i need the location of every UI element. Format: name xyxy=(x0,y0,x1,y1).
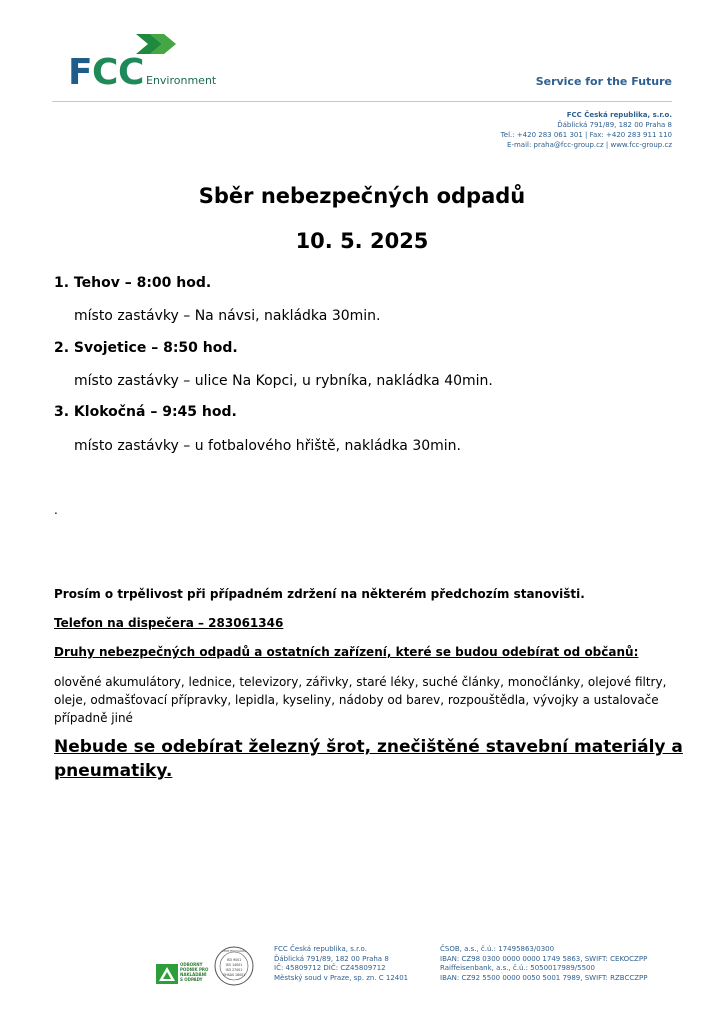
contact-company: FCC Česká republika, s.r.o. xyxy=(566,111,672,119)
svg-text:F: F xyxy=(68,52,92,92)
contact-email: E-mail: praha@fcc-group.cz | www.fcc-group.cz xyxy=(507,141,672,149)
patience-note: Prosím o trpělivost při případném zdržení na některém předchozím stanovišti. xyxy=(54,587,585,601)
footer-bank-info: ČSOB, a.s., č.ú.: 17495863/0300 IBAN: CZ98 0300 0000 0000 1749 5863, SWIFT: CEKOCZPP Raiffeisenbank, a.s., č.ú.: 5050017989/5500 IBAN: CZ92 5500 0000 0050 5001 7989, SWIFT: RZBCCZPP xyxy=(440,945,648,982)
exclusion-warning: Nebude se odebírat železný šrot, znečištěné stavební materiály a pneumatiky. xyxy=(54,737,683,781)
certified-company-text: ODBORNÝ PODNIK PRO NAKLÁDÁNÍ S ODPADY xyxy=(180,962,209,982)
footer-company-info: FCC Česká republika, s.r.o. Ďáblická 791/89, 182 00 Praha 8 IČ: 45809712 DIČ: CZ45809712 Městský soud v Praze, sp. zn. C 12401 xyxy=(274,945,409,982)
stop-2-heading: 2. Svojetice – 8:50 hod. xyxy=(54,340,238,356)
header-divider xyxy=(52,101,672,102)
svg-text:CERTIFIKOVÁNO: CERTIFIKOVÁNO xyxy=(222,949,246,953)
svg-text:C: C xyxy=(92,52,118,92)
collection-date: 10. 5. 2025 xyxy=(295,229,429,253)
svg-text:OHSAS 18001: OHSAS 18001 xyxy=(222,973,246,977)
logo-subtitle: Environment xyxy=(146,74,217,87)
stop-1-heading: 1. Tehov – 8:00 hod. xyxy=(54,275,212,291)
tagline: Service for the Future xyxy=(535,75,672,88)
stop-2-detail: místo zastávky – ulice Na Kopci, u rybníka, nakládka 40min. xyxy=(74,373,493,389)
page-title: Sběr nebezpečných odpadů xyxy=(198,184,526,208)
waste-types-heading: Druhy nebezpečných odpadů a ostatních zařízení, které se budou odebírat od občanů: xyxy=(54,645,639,659)
svg-text:ISO 27001: ISO 27001 xyxy=(225,968,243,972)
stop-1-detail: místo zastávky – Na návsi, nakládka 30min. xyxy=(74,308,381,324)
stop-3-heading: 3. Klokočná – 9:45 hod. xyxy=(54,404,237,420)
certified-company-icon xyxy=(156,964,178,984)
dispatcher-phone: Telefon na dispečera – 283061346 xyxy=(54,616,284,630)
svg-text:C: C xyxy=(118,52,144,92)
waste-types-list: olověné akumulátory, lednice, televizory, zářivky, staré léky, suché články, monočlánky, olejové filtry, oleje, odmašťovací přípravky, lepidla, kyseliny, nádoby od barev, rozpouštědla, vývojky a ustalovače případně jiné xyxy=(54,675,667,725)
stray-dot: . xyxy=(54,503,58,517)
svg-text:ISO 14001: ISO 14001 xyxy=(225,963,243,967)
contact-phone: Tel.: +420 283 061 301 | Fax: +420 283 911 110 xyxy=(500,131,672,139)
stop-3-detail: místo zastávky – u fotbalového hřiště, nakládka 30min. xyxy=(74,438,461,454)
iso-certification-seal-icon xyxy=(214,946,254,986)
contact-address: Ďáblická 791/89, 182 00 Praha 8 xyxy=(557,121,672,129)
svg-text:ISO 9001: ISO 9001 xyxy=(226,958,242,962)
